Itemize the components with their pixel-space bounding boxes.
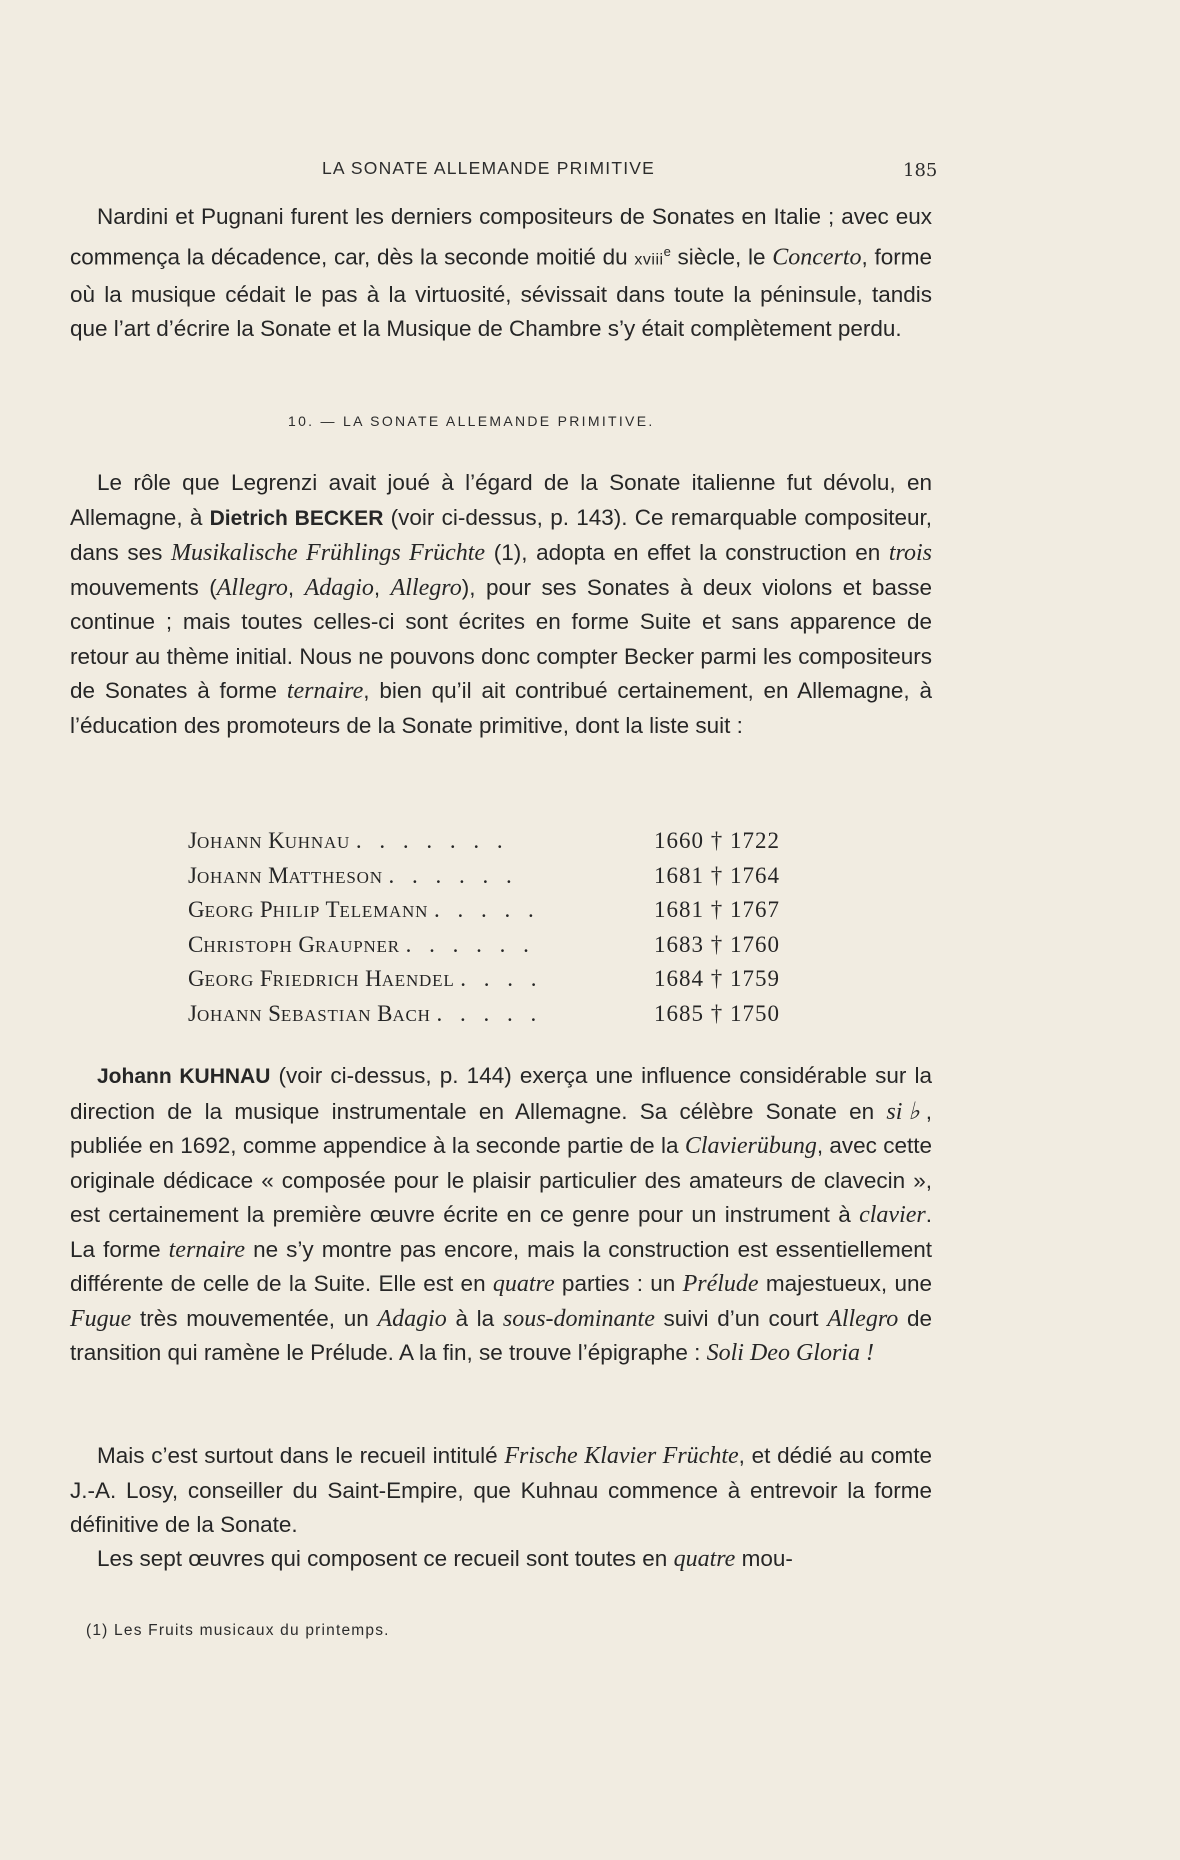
text-run: , publiée en 1692, comme appendice à la seconde partie de la [70,1098,933,1158]
text-run: , [373,574,391,600]
paragraph-becker [70,466,932,743]
text-run: Les sept œuvres qui composent ce recueil sont toutes en [97,1546,674,1571]
composer-row [188,897,828,932]
italic-term: clavier [859,1202,926,1228]
text-run: ne s’y montre pas encore, mais la construction est essentiellement différente de celle de la Suite. Elle est en [70,1236,932,1296]
text-run: (voir ci-dessus, p. 143). Ce remarquable compositeur, dans ses [70,504,932,565]
composer-row [188,828,828,863]
text-run: suivi d’un court [654,1305,828,1331]
text-run: Mais c’est surtout dans le recueil intitulé [97,1443,505,1468]
composer-name: JOHANN SEBASTIAN BACH . . . . . [188,1000,543,1026]
text-run: Le rôle que Legrenzi avait joué à l’égard de la Sonate italienne fut dévolu, en Allemagne, à [70,470,932,530]
italic-term: Concerto [772,244,862,270]
italic-term: Adagio [304,574,374,601]
text-run: très mouvementée, un [131,1305,378,1331]
bold-name: Johann KUHNAU [97,1065,271,1088]
text-run: , forme où la musique cédait le pas à la virtuosité, sévissait dans toute la péninsule, tandis que l’art d’écrire la Sonate et la Musique de Chambre s’y était complètement perdu. [70,244,932,341]
italic-term: Adagio [377,1305,447,1332]
italic-term: Allegro [827,1305,899,1332]
text-run: , et dédié au comte J.-A. Losy, conseiller du Saint-Empire, que Kuhnau commence à entrevoir la forme définitive de la Sonate. [70,1443,932,1537]
composer-name: GEORG FRIEDRICH HAENDEL . . . . [188,966,543,991]
composer-list [188,828,828,1035]
section-title: 10. — LA SONATE ALLEMANDE PRIMITIVE. [288,413,655,429]
composer-dates: 1684 † 1759 [654,966,780,991]
composer-row [188,966,828,1001]
running-head: LA SONATE ALLEMANDE PRIMITIVE [322,158,656,178]
paragraph-sept-oeuvres [70,1542,932,1577]
composer-name: CHRISTOPH GRAUPNER . . . . . . [188,931,535,957]
composer-name: GEORG PHILIP TELEMANN . . . . . [188,897,540,922]
text-run: ), pour ses Sonates à deux violons et basse continue ; mais toutes celles-ci sont écrites en forme Suite et sans apparence de retour au thème initial. Nous ne pouvons donc compter Becker parmi les compositeurs de Sonates à forme [70,574,932,703]
italic-term: quatre [673,1546,736,1572]
composer-dates: 1660 † 1722 [654,828,780,853]
century-numeral: xviii [634,251,664,268]
paragraph-nardini [70,200,932,347]
text-run: , avec cette originale dédicace « composée pour le plaisir particulier des amateurs de clavecin », est certainement la première œuvre écrite en ce genre pour un instrument à [70,1133,933,1227]
composer-row [188,932,828,967]
italic-work-title: Musikalische Frühlings Früchte [171,540,486,566]
composer-dates: 1683 † 1760 [654,931,780,957]
composer-dates: 1681 † 1764 [654,862,780,888]
text-run: à la [446,1305,503,1331]
text-run: , bien qu’il ait contribué certainement, en Allemagne, à l’éducation des promoteurs de la Sonate primitive, dont la liste suit : [70,678,932,738]
italic-term: ternaire [168,1236,246,1263]
composer-dates: 1681 † 1767 [654,897,780,922]
page-number: 185 [903,160,938,181]
italic-epigraph: Soli Deo Gloria ! [706,1340,874,1366]
composer-dates: 1685 † 1750 [654,1000,780,1026]
text-run: mouvements ( [70,574,217,600]
italic-term: Allegro [390,574,462,601]
text-run: (1), adopta en effet la construction en [485,540,889,565]
italic-work-title: Frische Klavier Früchte [504,1443,739,1469]
italic-term: trois [888,540,932,566]
italic-term: Allegro [216,574,288,601]
text-run: . La forme [70,1202,932,1262]
composer-name: JOHANN MATTHESON . . . . . . [188,862,518,888]
italic-term: Prélude [682,1271,759,1297]
composer-row [188,1001,828,1036]
italic-term: ternaire [286,678,364,704]
italic-key: si♭ [886,1098,926,1125]
text-run: , [287,574,305,600]
composer-row [188,863,828,898]
italic-work-title: Clavierübung [684,1133,817,1159]
paragraph-kuhnau [70,1059,932,1371]
italic-term: sous-dominante [502,1305,655,1332]
text-run: majestueux, une [758,1271,932,1296]
text-run: parties : un [554,1271,683,1296]
composer-name: JOHANN KUHNAU . . . . . . . [188,828,509,853]
text-run: siècle, le [670,244,773,269]
text-run: (voir ci-dessus, p. 144) exerça une influence considérable sur la direction de la musique instrumentale en Allemagne. Sa célèbre Sonate en [70,1063,932,1124]
italic-term: quatre [492,1271,555,1297]
italic-term: Fugue [70,1305,132,1332]
bold-name: Dietrich BECKER [209,506,384,530]
century-suffix: e [663,243,671,259]
text-run: de transition qui ramène le Prélude. A la fin, se trouve l’épigraphe : [70,1305,933,1365]
footnote: (1) Les Fruits musicaux du printemps. [86,1622,390,1639]
paragraph-frische [70,1439,932,1543]
text-run: Nardini et Pugnani furent les derniers compositeurs de Sonates en Italie ; avec eux commença la décadence, car, dès la seconde moitié du [70,204,932,269]
text-run: mou- [735,1546,793,1571]
